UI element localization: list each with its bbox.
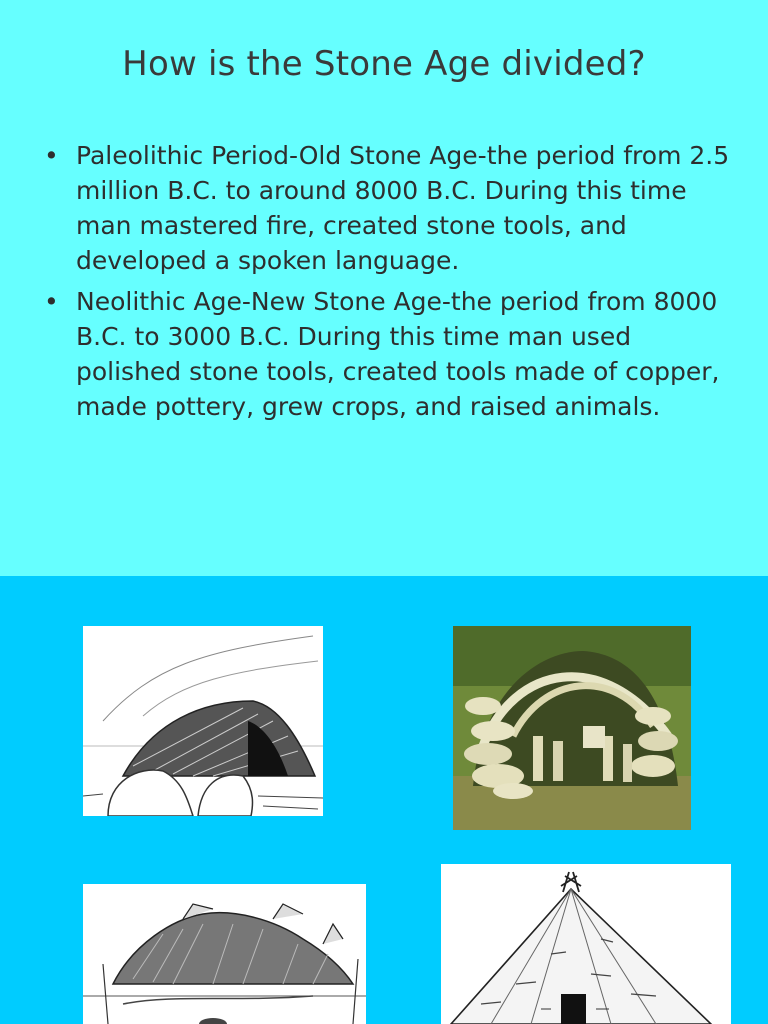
bullet-text-neolithic: Neolithic Age-New Stone Age-the period from 8000 B.C. to 3000 B.C. During this time man used polished stone tools, created tools made of copper, made pottery, grew crops, and raised animals.: [76, 287, 720, 421]
hut-sketch-image: [83, 626, 323, 816]
slide-title: How is the Stone Age divided?: [122, 44, 646, 84]
bullet-neolithic: [40, 284, 730, 424]
bullet-paleolithic: [40, 138, 730, 278]
hide-dwelling-sketch-image: [83, 884, 366, 1024]
bullet-list: [40, 138, 730, 430]
conical-tent-sketch-image: [441, 864, 731, 1024]
bullet-dot-icon: •: [44, 287, 59, 316]
slide-bottom-panel: [0, 576, 768, 1024]
mammoth-bone-hut-photo: [453, 626, 691, 830]
bullet-dot-icon: •: [44, 141, 59, 170]
bullet-text-paleolithic: Paleolithic Period-Old Stone Age-the period from 2.5 million B.C. to around 8000 B.C. During this time man mastered fire, created stone tools, and developed a spoken language.: [76, 141, 730, 275]
